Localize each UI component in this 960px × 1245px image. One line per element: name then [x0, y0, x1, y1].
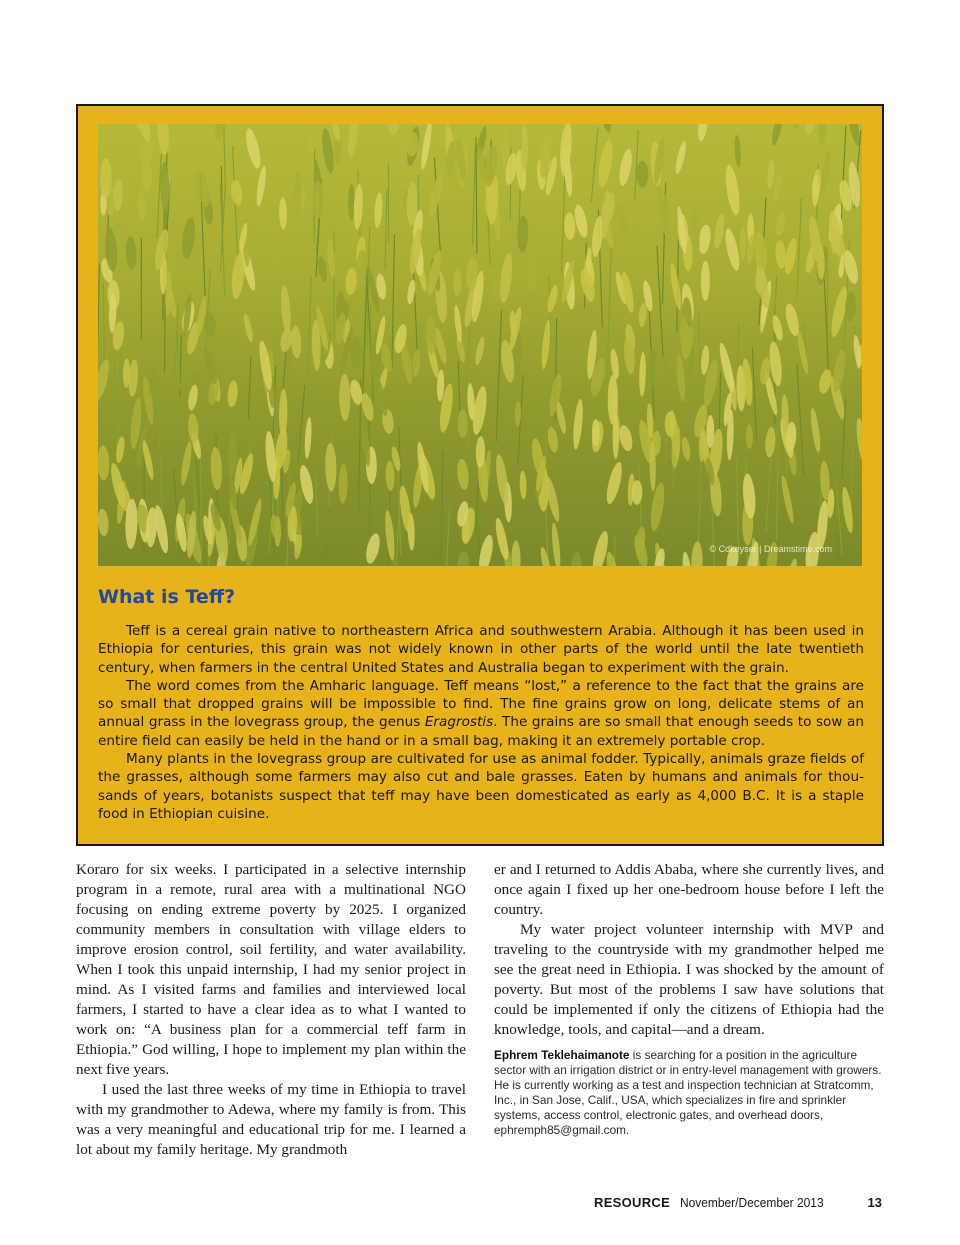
wheat-head	[723, 164, 742, 216]
wheat-head	[98, 358, 112, 401]
wheat-head	[617, 148, 634, 187]
wheat-head	[779, 475, 795, 524]
wheat-stalk	[413, 262, 417, 359]
genus-name: Eragrostis	[424, 714, 494, 731]
wheat-stalk	[836, 477, 842, 555]
wheat-head	[493, 517, 510, 561]
wheat-head	[326, 238, 336, 279]
sidebar-paragraph-text: . The grains are so small that enough seeds to sow an entire field can easily be held in the hand or in a small bag, making it an extremely portable crop.	[98, 714, 864, 749]
teff-field-photo	[98, 124, 862, 566]
wheat-head	[753, 231, 769, 270]
wheat-head	[279, 327, 294, 353]
sidebar-paragraph	[98, 622, 864, 677]
wheat-stalk	[385, 190, 387, 270]
wheat-head	[519, 471, 527, 500]
wheat-head	[811, 174, 819, 207]
wheat-head	[294, 172, 302, 220]
wheat-head	[312, 181, 324, 219]
wheat-head	[347, 124, 360, 157]
wheat-head	[539, 546, 554, 566]
wheat-head	[526, 241, 540, 292]
wheat-head	[456, 550, 470, 566]
page-number: 13	[867, 1195, 882, 1210]
wheat-head	[648, 482, 666, 532]
wheat-head	[243, 127, 263, 170]
wheat-head	[511, 540, 520, 566]
wheat-head	[325, 443, 337, 492]
wheat-head	[572, 203, 590, 238]
wheat-head	[255, 165, 268, 207]
wheat-head	[638, 302, 648, 327]
wheat-head	[572, 399, 585, 450]
wheat-head	[550, 522, 562, 566]
wheat-stalk	[444, 507, 450, 566]
wheat-head	[304, 417, 313, 459]
wheat-head	[668, 262, 683, 311]
wheat-head	[387, 124, 399, 135]
wheat-head	[230, 179, 244, 206]
wheat-head	[98, 508, 110, 536]
wheat-stalk	[797, 365, 804, 476]
wheat-head	[766, 158, 775, 188]
wheat-stalk	[441, 451, 443, 566]
wheat-stalk	[591, 127, 598, 202]
wheat-head	[227, 430, 237, 477]
wheat-stalk	[157, 154, 161, 238]
wheat-stalk	[224, 124, 226, 191]
wheat-head	[770, 124, 785, 146]
wheat-head	[675, 353, 686, 402]
wheat-head	[787, 558, 799, 566]
wheat-head	[100, 158, 112, 199]
wheat-head	[338, 464, 348, 504]
wheat-stalk	[561, 177, 564, 275]
wheat-head	[160, 162, 170, 212]
wheat-head	[596, 139, 615, 188]
wheat-stalk	[607, 248, 612, 387]
wheat-stalk	[752, 347, 756, 440]
wheat-head	[740, 226, 746, 260]
wheat-head	[745, 234, 756, 264]
wheat-head	[691, 541, 703, 566]
wheat-head	[453, 268, 462, 296]
wheat-head	[141, 439, 156, 480]
wheat-head	[819, 150, 832, 195]
wheat-head	[359, 418, 372, 466]
wheat-head	[840, 486, 855, 533]
wheat-stalk	[203, 554, 209, 566]
wheat-head	[701, 261, 710, 301]
publication-name: RESOURCE	[594, 1195, 671, 1210]
wheat-head	[179, 441, 193, 486]
issue-date: November/December 2013	[680, 1195, 824, 1210]
wheat-head	[320, 128, 336, 175]
wheat-head	[456, 458, 470, 490]
wheat-head	[125, 236, 137, 270]
wheat-head	[788, 124, 801, 129]
wheat-head	[210, 447, 223, 491]
wheat-head	[203, 312, 217, 338]
sidebar-box	[76, 104, 884, 846]
wheat-head	[317, 256, 329, 283]
article-paragraph: Koraro for six weeks. I participated in a selective internship program in a remote, rural area with a multinational NGO focusing on ending extreme poverty by 2025. I organized community members in consultation with village elders to improve erosion control, soil fertility, and water availability. When I took this unpaid internship, I had my senior project in mind. As I visited farms and families and interviewed local farmers, I started to have a clear idea as to what I wanted to work on: “A business plan for a commercial teff farm in Ethiopia.” God willing, I hope to implement my plan within the next five years.	[76, 861, 466, 1078]
sidebar-title: What is Teff?	[98, 586, 236, 608]
wheat-head	[271, 246, 282, 272]
wheat-head	[375, 380, 390, 416]
wheat-head	[691, 207, 701, 253]
wheat-head	[855, 417, 862, 463]
wheat-head	[545, 284, 559, 313]
wheat-head	[604, 461, 625, 506]
wheat-head	[509, 310, 516, 335]
wheat-head	[458, 409, 468, 439]
wheat-stalk	[315, 469, 317, 535]
wheat-head	[339, 374, 351, 422]
wheat-head	[734, 135, 742, 168]
wheat-head	[385, 460, 395, 491]
article-column-left	[76, 860, 466, 1160]
wheat-head	[809, 407, 822, 453]
wheat-head	[383, 510, 396, 561]
wheat-head	[290, 325, 302, 359]
page-footer	[560, 1195, 884, 1215]
wheat-head	[578, 267, 597, 303]
article-paragraph: I used the last three weeks of my time in Ethiopia to travel with my grandmother to Adewa, where my family is from. This was a very meaningful and educational trip for me. I learned a lot about my family heritage. My grandmoth	[76, 1081, 466, 1158]
wheat-head	[540, 320, 552, 370]
wheat-stalk	[635, 130, 639, 200]
wheat-head	[696, 124, 709, 142]
wheat-head	[242, 313, 255, 343]
wheat-stalk	[119, 344, 120, 448]
wheat-stalk	[307, 276, 311, 395]
sidebar-paragraph-text: Teff is a cereal grain native to northeastern Africa and southwestern Arabia. Although it has been used in Ethiopia for centuries, this grain was not widely known in other parts of the world until the late twentieth century, when farmers in the central United States and Australia began to experiment with the grain.	[98, 623, 864, 676]
wheat-head	[764, 426, 776, 457]
photo-credit: © Cdkeyser | Dreamstime.com	[709, 544, 832, 554]
wheat-head	[674, 140, 688, 174]
wheat-head	[517, 215, 529, 252]
wheat-head	[498, 253, 515, 304]
wheat-head	[723, 227, 742, 272]
wheat-head	[412, 349, 422, 378]
wheat-head	[604, 551, 621, 566]
wheat-stalk	[433, 546, 437, 566]
wheat-head	[180, 216, 197, 259]
wheat-stalk	[777, 421, 779, 540]
wheat-head	[636, 161, 648, 188]
author-name: Ephrem Teklehaimanote	[494, 1048, 630, 1062]
wheat-head	[453, 304, 463, 343]
wheat-stalk	[797, 198, 801, 299]
article-column-right	[494, 860, 884, 1138]
wheat-head	[546, 426, 559, 453]
sidebar-paragraph-text: Many plants in the lovegrass group are cultivated for use as animal fodder. Typically, animals graze fields of the grasses, although some farmers may also cut and bale grasses. Eaten by humans and animals for thousands of years, botanists suspect that teff may have been domesticated as early as 4,000 B.C. It is a staple food in Ethiopian cuisine.	[98, 751, 864, 822]
wheat-stalk	[392, 234, 395, 368]
sidebar-paragraph	[98, 750, 864, 823]
wheat-head	[98, 445, 110, 480]
sidebar-paragraph	[98, 677, 864, 750]
wheat-stalk	[248, 357, 251, 419]
wheat-field-illustration	[98, 124, 862, 566]
wheat-head	[774, 211, 787, 236]
wheat-head	[616, 202, 629, 241]
wheat-head	[373, 192, 383, 228]
wheat-head	[466, 383, 475, 421]
wheat-head	[156, 124, 171, 155]
wheat-head	[425, 316, 437, 354]
wheat-head	[746, 424, 753, 449]
wheat-stalk	[177, 324, 181, 389]
article-paragraph: er and I returned to Addis Ababa, where she currently lives, and once again I fixed up her one-bedroom house before I left the country.	[494, 861, 884, 918]
wheat-head	[137, 192, 147, 222]
wheat-head	[202, 348, 219, 385]
wheat-head	[680, 436, 691, 461]
wheat-stalk	[472, 147, 475, 246]
wheat-stalk	[200, 444, 201, 566]
author-bio	[494, 1048, 884, 1138]
wheat-head	[494, 454, 511, 506]
wheat-head	[712, 212, 726, 249]
wheat-head	[609, 348, 620, 380]
wheat-head	[279, 197, 287, 229]
wheat-head	[113, 179, 123, 211]
wheat-head	[489, 269, 501, 301]
wheat-head	[639, 352, 647, 397]
wheat-head	[817, 124, 827, 146]
wheat-head	[353, 184, 364, 230]
wheat-head	[364, 532, 383, 565]
wheat-stalk	[326, 543, 327, 566]
wheat-head	[226, 380, 238, 408]
wheat-head	[599, 124, 613, 133]
wheat-head	[350, 337, 362, 368]
article-paragraph: My water project volunteer internship with MVP and traveling to the countryside with my grandmother helped me see the great need in Ethiopia. I was shocked by the amount of poverty. But most of the problems I saw have solutions that could be implemented if only the citizens of Ethiopia had the knowledge, tools, and capital—and a dream.	[494, 921, 884, 1038]
author-bio-text: is searching for a position in the agriculture sector with an irrigation district or in entry-level management with growers. He is currently working as a test and inspection technician at Stratcomm, Inc., in San Jose, Calif., USA, which specializes in fire and sprinkler systems, access control, electronic gates, and overhead doors, ephremph85@gmail.com.	[494, 1048, 882, 1137]
wheat-stalk	[496, 310, 501, 442]
sidebar-paragraph-text: The word comes from the Amharic language. Teff means “lost,” a reference to the fact that the grains are so small that dropped grains will be impossible to find. The fine grains grow on long, delicate stems of an annual grass in the lovegrass group, the genus	[98, 677, 864, 731]
wheat-head	[652, 548, 666, 566]
wheat-head	[570, 552, 583, 566]
wheat-head	[306, 124, 317, 154]
wheat-head	[213, 124, 231, 141]
wheat-head	[419, 124, 433, 170]
wheat-stalk	[298, 385, 305, 463]
wheat-head	[280, 285, 293, 334]
wheat-head	[474, 336, 487, 366]
wheat-head	[632, 533, 651, 566]
sidebar-body	[98, 622, 864, 823]
wheat-head	[564, 212, 576, 240]
